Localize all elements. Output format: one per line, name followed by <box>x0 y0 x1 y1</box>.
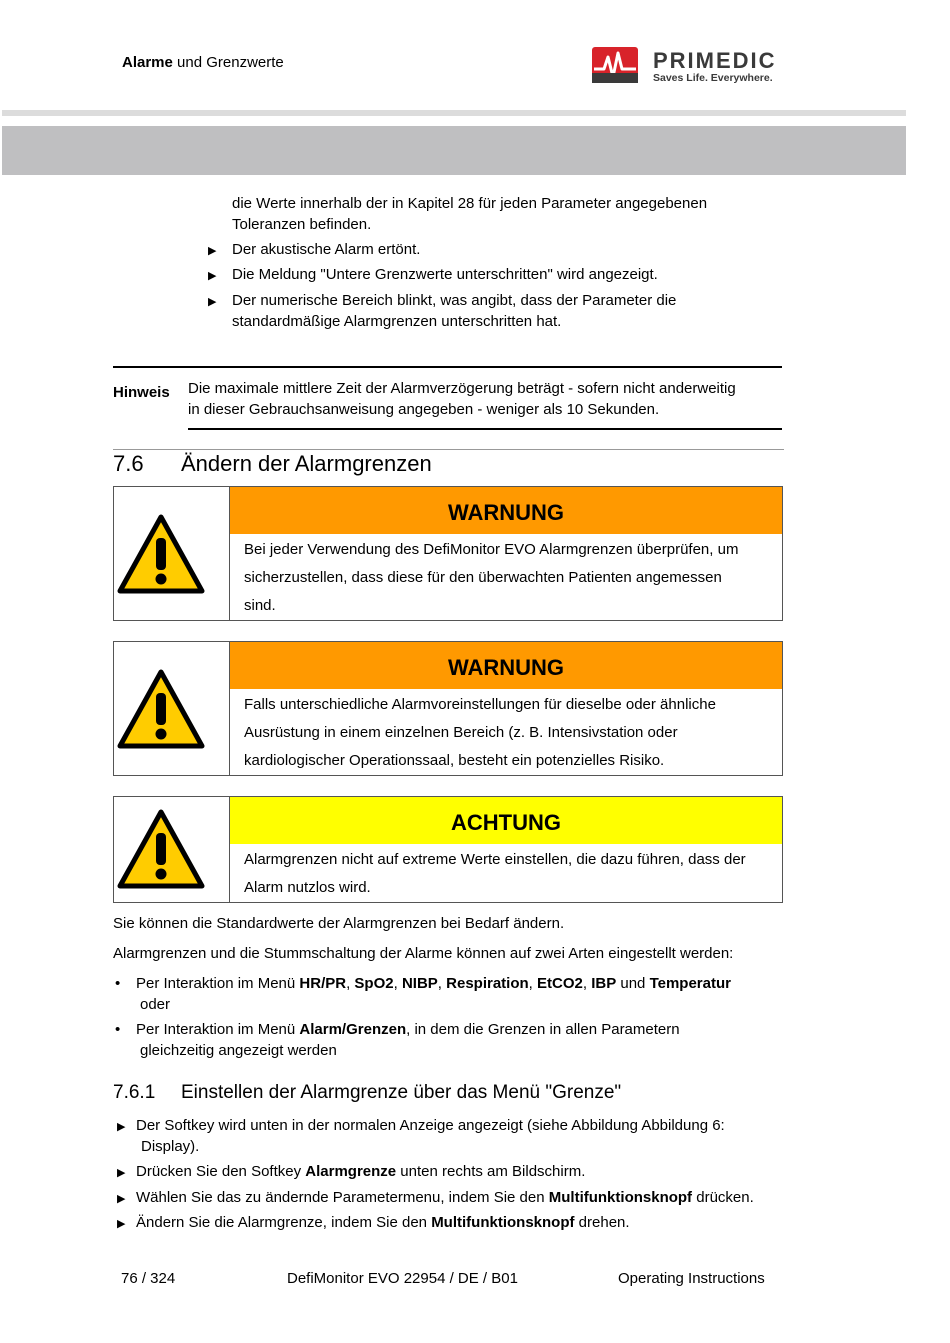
menu-name: Temperatur <box>649 975 731 992</box>
warning-icon-cell <box>114 642 230 775</box>
list-item <box>136 973 731 994</box>
text: und <box>616 975 650 992</box>
menu-name: Respiration <box>446 975 529 992</box>
warning-text <box>244 534 778 620</box>
text: drücken. <box>692 1189 754 1206</box>
bullet-arrow-icon: ▶ <box>208 245 217 257</box>
step-continuation: Display). <box>141 1138 200 1155</box>
bullet-arrow-icon: ▶ <box>117 1167 126 1179</box>
text: , in dem die Grenzen in allen Parametern <box>406 1021 680 1038</box>
warning-heading: WARNUNG <box>230 487 782 534</box>
menu-name: SpO2 <box>354 975 394 992</box>
menu-name: IBP <box>591 975 617 992</box>
page-number: 76 / 324 <box>121 1270 176 1287</box>
logo-tagline: Saves Life. Everywhere. <box>653 72 773 84</box>
caution-text <box>244 844 778 902</box>
knob-name: Multifunktionsknopf <box>431 1214 575 1231</box>
warning-box <box>113 641 783 776</box>
header-title-rest: und Grenzwerte <box>172 54 284 71</box>
softkey-name: Alarmgrenze <box>305 1163 397 1180</box>
text: , <box>582 975 592 992</box>
warning-line: Ausrüstung in einem einzelnen Bereich (z. B. Intensivstation oder <box>244 724 678 741</box>
note-top-rule <box>113 366 782 368</box>
warning-box <box>113 486 783 621</box>
step: Der Softkey wird unten in der normalen Anzeige angezeigt (siehe Abbildung Abbildung 6: <box>136 1117 725 1134</box>
warning-line: kardiologischer Operationssaal, besteht ein potenzielles Risiko. <box>244 752 665 769</box>
warning-line: Falls unterschiedliche Alarmvoreinstellungen für dieselbe oder ähnliche <box>244 696 716 713</box>
warning-text <box>244 689 778 775</box>
intro-line: Toleranzen befinden. <box>232 216 372 233</box>
subsection-number: 7.6.1 <box>113 1082 156 1103</box>
text: , <box>346 975 355 992</box>
bullet-dot-icon: • <box>115 1021 121 1038</box>
warning-triangle-icon <box>117 809 205 889</box>
note-bottom-rule <box>188 428 782 430</box>
caution-line: Alarm nutzlos wird. <box>244 879 371 896</box>
note-text: in dieser Gebrauchsanweisung angegeben - weniger als 10 Sekunden. <box>188 401 660 418</box>
header-rule <box>2 110 906 116</box>
warning-icon-cell <box>114 487 230 620</box>
list-item: Der akustische Alarm ertönt. <box>232 241 421 258</box>
warning-triangle-icon <box>117 514 205 594</box>
list-item: Der numerische Bereich blinkt, was angibt, dass der Parameter die <box>232 292 677 309</box>
text: drehen. <box>574 1214 630 1231</box>
warning-triangle-icon <box>117 669 205 749</box>
section-title: Ändern der Alarmgrenzen <box>181 451 432 476</box>
text: , <box>528 975 537 992</box>
caution-line: Alarmgrenzen nicht auf extreme Werte einstellen, die dazu führen, dass der <box>244 851 746 868</box>
header-band <box>2 126 906 175</box>
caution-box <box>113 796 783 903</box>
text: unten rechts am Bildschirm. <box>396 1163 586 1180</box>
document-type: Operating Instructions <box>618 1270 765 1287</box>
logo-name: PRIMEDIC <box>653 48 777 73</box>
step <box>136 1187 754 1208</box>
caution-icon-cell <box>114 797 230 902</box>
ecg-logo-icon <box>592 47 638 83</box>
text: , <box>393 975 402 992</box>
running-header <box>122 54 284 71</box>
menu-name: HR/PR <box>299 975 347 992</box>
knob-name: Multifunktionsknopf <box>548 1189 693 1206</box>
list-item-continuation: oder <box>140 996 171 1013</box>
section-number: 7.6 <box>113 451 144 476</box>
text: Per Interaktion im Menü <box>136 1021 300 1038</box>
text: Wählen Sie das zu ändernde Parametermenu, indem Sie den <box>136 1189 549 1206</box>
warning-heading: WARNUNG <box>230 642 782 689</box>
text: Per Interaktion im Menü <box>136 975 300 992</box>
warning-line: sind. <box>244 597 276 614</box>
menu-name: NIBP <box>401 975 438 992</box>
note-text: Die maximale mittlere Zeit der Alarmverzögerung beträgt - sofern nicht anderweitig <box>188 380 736 397</box>
text: Ändern Sie die Alarmgrenze, indem Sie den <box>136 1214 432 1231</box>
text: , <box>437 975 447 992</box>
bullet-dot-icon: • <box>115 975 121 992</box>
warning-line: Bei jeder Verwendung des DefiMonitor EVO Alarmgrenzen überprüfen, um <box>244 541 739 558</box>
primedic-logo <box>592 47 782 87</box>
subsection-title: Einstellen der Alarmgrenze über das Menü "Grenze" <box>181 1082 622 1103</box>
note-label: Hinweis <box>113 384 170 401</box>
paragraph: Alarmgrenzen und die Stummschaltung der Alarme können auf zwei Arten eingestellt werden: <box>113 945 734 962</box>
list-item-continuation: gleichzeitig angezeigt werden <box>140 1042 337 1059</box>
bullet-arrow-icon: ▶ <box>117 1218 126 1230</box>
step <box>136 1212 630 1233</box>
section-rule <box>113 449 784 450</box>
step <box>136 1161 585 1182</box>
caution-heading: ACHTUNG <box>230 797 782 844</box>
bullet-arrow-icon: ▶ <box>208 270 217 282</box>
list-item-continuation: standardmäßige Alarmgrenzen unterschritten hat. <box>232 313 562 330</box>
list-item: Die Meldung "Untere Grenzwerte unterschritten" wird angezeigt. <box>232 266 658 283</box>
document-id: DefiMonitor EVO 22954 / DE / B01 <box>287 1270 518 1287</box>
paragraph: Sie können die Standardwerte der Alarmgrenzen bei Bedarf ändern. <box>113 915 565 932</box>
menu-name: Alarm/Grenzen <box>299 1021 407 1038</box>
bullet-arrow-icon: ▶ <box>117 1193 126 1205</box>
intro-line: die Werte innerhalb der in Kapitel 28 für jeden Parameter angegebenen <box>232 195 708 212</box>
warning-line: sicherzustellen, dass diese für den überwachten Patienten angemessen <box>244 569 722 586</box>
header-title-bold: Alarme <box>122 54 173 71</box>
list-item <box>136 1019 680 1040</box>
text: Drücken Sie den Softkey <box>136 1163 306 1180</box>
bullet-arrow-icon: ▶ <box>117 1121 126 1133</box>
menu-name: EtCO2 <box>537 975 583 992</box>
bullet-arrow-icon: ▶ <box>208 296 217 308</box>
